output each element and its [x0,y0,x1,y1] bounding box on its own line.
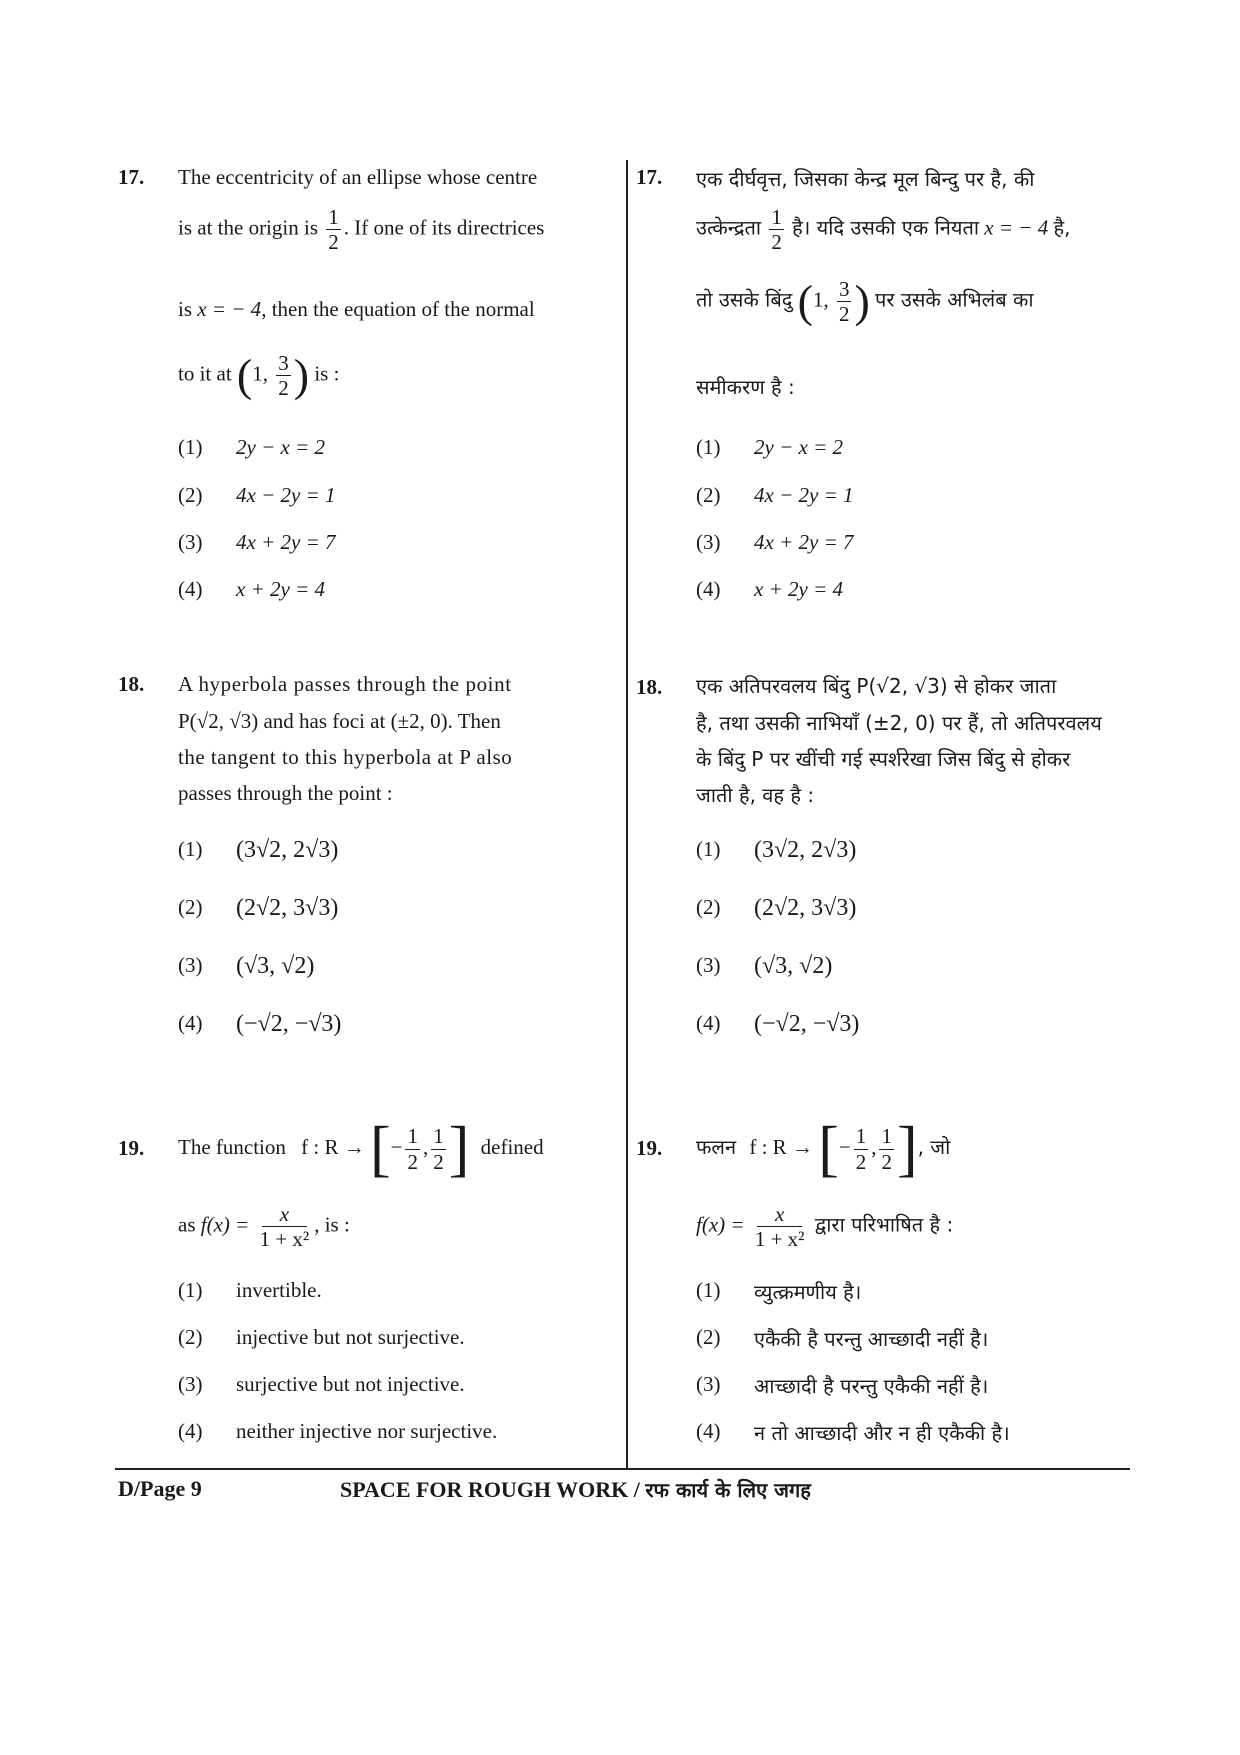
question-number: 18. [636,675,663,699]
fraction-three-halves: $\frac{3}{2}$ [278,351,289,401]
q18-en-line4: passes through the point : [178,781,393,805]
q18-hi-line3: के बिंदु P पर खींची गई स्पर्शरेखा जिस बिंदु से होकर [696,747,1071,771]
fraction-x-over-1-plus-x-squared: $\frac{x}{\text{1 + x²}}$ [259,1202,310,1252]
fraction-one-half: $\frac{1}{2}$ [855,1124,867,1174]
q19-hi-line2: f(x) = $\frac{x}{\text{1 + x²}}$ द्वारा परिभाषित है : [696,1202,954,1252]
q18-en-line2: P(√2, √3) and has foci at (±2, 0). Then [178,709,501,733]
fraction-one-half: $\frac{1}{2}$ [881,1124,892,1174]
q17-en-line1: The eccentricity of an ellipse whose centre [178,165,538,189]
q17-en-line3: is x = − 4, then the equation of the normal [178,297,535,321]
question-number: 19. [636,1136,663,1160]
fraction-x-over-1-plus-x-squared: $\frac{x}{\text{1 + x²}}$ [754,1202,805,1252]
q18-en-line3: the tangent to this hyperbola at P also [178,745,513,769]
q18-en-line1: A hyperbola passes through the point [178,672,512,696]
fraction-one-half: $\frac{1}{2}$ [771,205,782,255]
q18-hi-line2: है, तथा उसकी नाभियाँ (±2, 0) पर हैं, तो अतिपरवलय [696,711,1102,735]
fraction-one-half: $\frac{1}{2}$ [433,1124,444,1174]
question-number: 18. [118,672,145,696]
question-number: 17. [636,165,663,189]
question-number: 19. [118,1136,145,1160]
q19-en-line1: The function f : R → [− $\frac{1}{2}$ , $\frac{1}{2}$ ] defined [178,1115,544,1183]
q17-hi-line1: एक दीर्घवृत्त, जिसका केन्द्र मूल बिन्दु पर है, की [696,167,1035,191]
q19-en-line2: as f(x) = $\frac{x}{\text{1 + x²}}$ , is : [178,1202,350,1252]
q17-hi-line4: समीकरण है : [696,375,795,399]
fraction-one-half: $\frac{1}{2}$ [328,205,339,255]
rough-work-label: SPACE FOR ROUGH WORK / रफ कार्य के लिए जगह [340,1477,811,1502]
question-number: 17. [118,165,145,189]
fraction-three-halves: $\frac{3}{2}$ [838,277,850,327]
q18-hi-line4: जाती है, वह है : [696,783,815,807]
q17-en-line4: to it at (1, $\frac{3}{2}$ ) is : [178,349,340,401]
fraction-one-half: $\frac{1}{2}$ [407,1124,418,1174]
q17-hi-line2: उत्केन्द्रता $\frac{1}{2}$ है। यदि उसकी एक नियता x = − 4 है, [696,205,1071,255]
q18-hi-line1: एक अतिपरवलय बिंदु P(√2, √3) से होकर जाता [696,674,1057,698]
q17-en-line2: is at the origin is $\frac{1}{2}$ . If one of its directrices [178,205,545,255]
footer-rule [115,1468,1130,1470]
q17-hi-line3: तो उसके बिंदु (1, $\frac{3}{2}$ ) पर उसके अभिलंब का [696,275,1034,327]
page-number: D/Page 9 [118,1476,202,1501]
column-divider [626,160,628,1468]
q19-hi-line1: फलन f : R → [− $\frac{1}{2}$ , $\frac{1}{2}$ ], जो [696,1115,951,1183]
